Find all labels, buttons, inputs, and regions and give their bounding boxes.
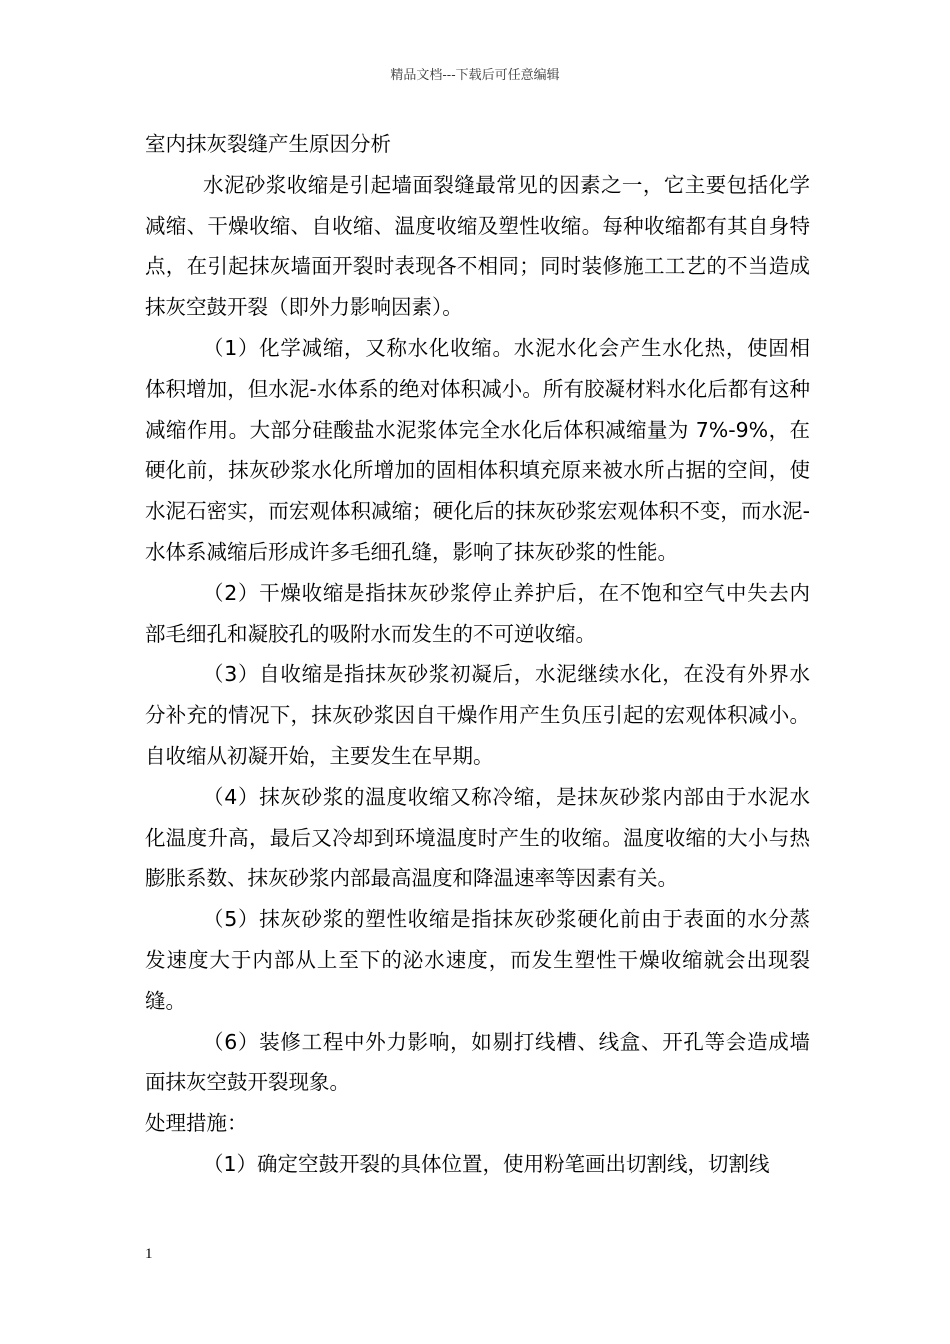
paragraph-item-6: （6）装修工程中外力影响，如剔打线槽、线盒、开孔等会造成墙面抹灰空鼓开裂现象。 [145,1029,810,1095]
paragraph-item-2: （2）干燥收缩是指抹灰砂浆停止养护后，在不饱和空气中失去内部毛细孔和凝胶孔的吸附水而发生的不可逆收缩。 [145,580,810,646]
paragraph-item-3: （3）自收缩是指抹灰砂浆初凝后，水泥继续水化，在没有外界水分补充的情况下，抹灰砂浆因自干燥作用产生负压引起的宏观体积减小。自收缩从初凝开始，主要发生在早期。 [145,662,810,768]
paragraph-item-5: （5）抹灰砂浆的塑性收缩是指抹灰砂浆硬化前由于表面的水分蒸发速度大于内部从上至下的泌水速度，而发生塑性干燥收缩就会出现裂缝。 [145,907,810,1013]
paragraph-item-1: （1）化学减缩，又称水化收缩。水泥水化会产生水化热，使固相体积增加，但水泥-水体系的绝对体积减小。所有胶凝材料水化后都有这种减缩作用。大部分硅酸盐水泥浆体完全水化后体积减缩量为 7%-9%，在硬化前，抹灰砂浆水化所增加的固相体积填充原来被水所占据的空间，使水泥石密实，而宏观体积减缩；硬化后的抹灰砂浆宏观体积不变，而水泥-水体系减缩后形成许多毛细孔缝，影响了抹灰砂浆的性能。 [145,335,810,564]
measure-item-1: （1）确定空鼓开裂的具体位置，使用粉笔画出切割线，切割线 [203,1151,770,1176]
paragraph-intro: 水泥砂浆收缩是引起墙面裂缝最常见的因素之一，它主要包括化学减缩、干燥收缩、自收缩、温度收缩及塑性收缩。每种收缩都有其自身特点，在引起抹灰墙面开裂时表现各不相同；同时装修施工工艺的不当造成抹灰空鼓开裂（即外力影响因素）。 [145,172,810,320]
paragraph-item-4: （4）抹灰砂浆的温度收缩又称冷缩，是抹灰砂浆内部由于水泥水化温度升高，最后又冷却到环境温度时产生的收缩。温度收缩的大小与热膨胀系数、抹灰砂浆内部最高温度和降温速率等因素有关。 [145,784,810,891]
section-heading-measures: 处理措施： [145,1111,248,1136]
document-title: 室内抹灰裂缝产生原因分析 [145,132,391,156]
page-header: 精品文档---下载后可任意编辑 [390,68,560,83]
document-body [145,124,810,1185]
page-number: 1 [145,1246,153,1262]
